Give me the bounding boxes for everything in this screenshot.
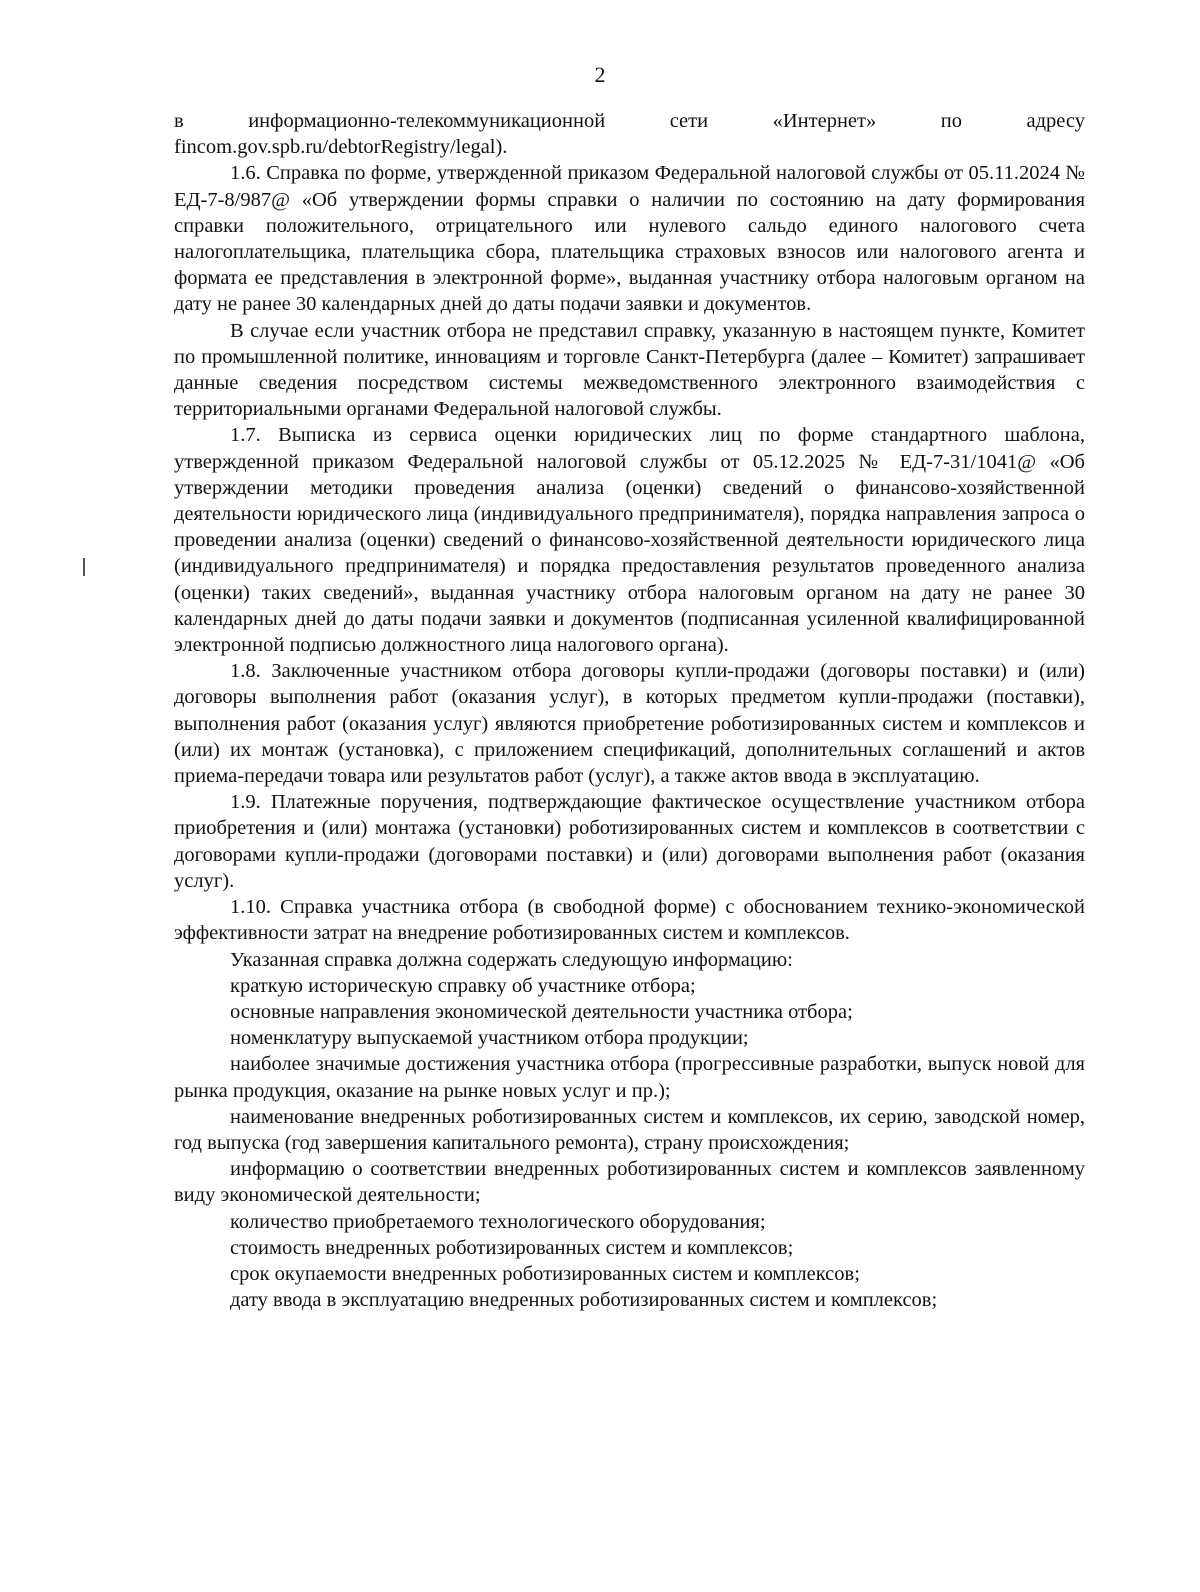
list-item-activities: основные направления экономической деятельности участника отбора;: [230, 1000, 853, 1023]
list-item-history: краткую историческую справку об участнике отбора;: [230, 974, 696, 997]
list-item-equipment-count: количество приобретаемого технологического оборудования;: [230, 1210, 766, 1233]
paragraph-committee-request: В случае если участник отбора не представил справку, указанную в настоящем пункте, Комитет по промышленной политике, инновациям и торговле Санкт-Петербурга (далее – Комитет) запрашивает данные сведения посредством системы межведомственного электронного взаимодействия с территориальными органами Федеральной налоговой службы.: [174, 319, 1085, 421]
paragraph-item-1-9: 1.9. Платежные поручения, подтверждающие фактическое осуществление участником отбора приобретения и (или) монтажа (установки) роботизированных систем и комплексов в соответствии с договорами купли-продажи (договорами поставки) и (или) договорами выполнения работ (оказания услуг).: [174, 791, 1085, 892]
list-item-compliance: информацию о соответствии внедренных роботизированных систем и комплексов заявленному виду экономической деятельности;: [174, 1158, 1085, 1207]
paragraph-continuation: в информационно-телекоммуникационной сети «Интернет» по адресу fincom.gov.spb.ru/debtorRegistry/legal).: [174, 110, 1085, 159]
list-item-cost: стоимость внедренных роботизированных систем и комплексов;: [230, 1236, 794, 1259]
list-item-robot-systems: наименование внедренных роботизированных систем и комплексов, их серию, заводской номер, год выпуска (год завершения капитального ремонта), страну происхождения;: [174, 1105, 1085, 1154]
paragraph-info-intro: Указанная справка должна содержать следующую информацию:: [230, 948, 793, 971]
paragraph-item-1-8: 1.8. Заключенные участником отбора договоры купли-продажи (договоры поставки) и (или) договоры выполнения работ (оказания услуг), в которых предметом купли-продажи (поставки), выполнения работ (оказания услуг) являются приобретение роботизированных систем и комплексов и (или) их монтаж (установка), с приложением спецификаций, дополнительных соглашений и актов приема-передачи товара или результатов работ (услуг), а также актов ввода в эксплуатацию.: [174, 660, 1085, 788]
list-item-commissioning-date: дату ввода в эксплуатацию внедренных роботизированных систем и комплексов;: [230, 1289, 938, 1312]
margin-mark: [83, 558, 85, 576]
list-item-achievements: наиболее значимые достижения участника отбора (прогрессивные разработки, выпуск новой для рынка продукция, оказание на рынке новых услуг и пр.);: [174, 1053, 1085, 1102]
paragraph-item-1-6: 1.6. Справка по форме, утвержденной приказом Федеральной налоговой службы от 05.11.2024 № ЕД-7-8/987@ «Об утверждении формы справки о наличии по состоянию на дату формирования справки положительного, отрицательного или нулевого сальдо единого налогового счета налогоплательщика, плательщика сбора, плательщика страховых взносов или налогового агента и формата ее представления в электронной форме», выданная участнику отбора налоговым органом на дату не ранее 30 календарных дней до даты подачи заявки и документов.: [174, 162, 1085, 316]
paragraph-item-1-10: 1.10. Справка участника отбора (в свободной форме) с обоснованием технико-экономической эффективности затрат на внедрение роботизированных систем и комплексов.: [174, 896, 1085, 945]
document-body: [174, 108, 1085, 1313]
list-item-nomenclature: номенклатуру выпускаемой участником отбора продукции;: [230, 1027, 749, 1050]
paragraph-item-1-7: 1.7. Выписка из сервиса оценки юридических лиц по форме стандартного шаблона, утвержденной приказом Федеральной налоговой службы от 05.12.2025 № ЕД-7-31/1041@ «Об утверждении методики проведения анализа (оценки) сведений о финансово-хозяйственной деятельности юридического лица (индивидуального предпринимателя), порядка направления запроса о проведении анализа (оценки) сведений о финансово-хозяйственной деятельности юридического лица (индивидуального предпринимателя) и порядка предоставления результатов проведенного анализа (оценки) таких сведений», выданная участнику отбора налоговым органом на дату не ранее 30 календарных дней до даты подачи заявки и документов (подписанная усиленной квалифицированной электронной подписью должностного лица налогового органа).: [174, 424, 1085, 657]
page-number: 2: [594, 62, 606, 87]
list-item-payback: срок окупаемости внедренных роботизированных систем и комплексов;: [230, 1262, 860, 1285]
